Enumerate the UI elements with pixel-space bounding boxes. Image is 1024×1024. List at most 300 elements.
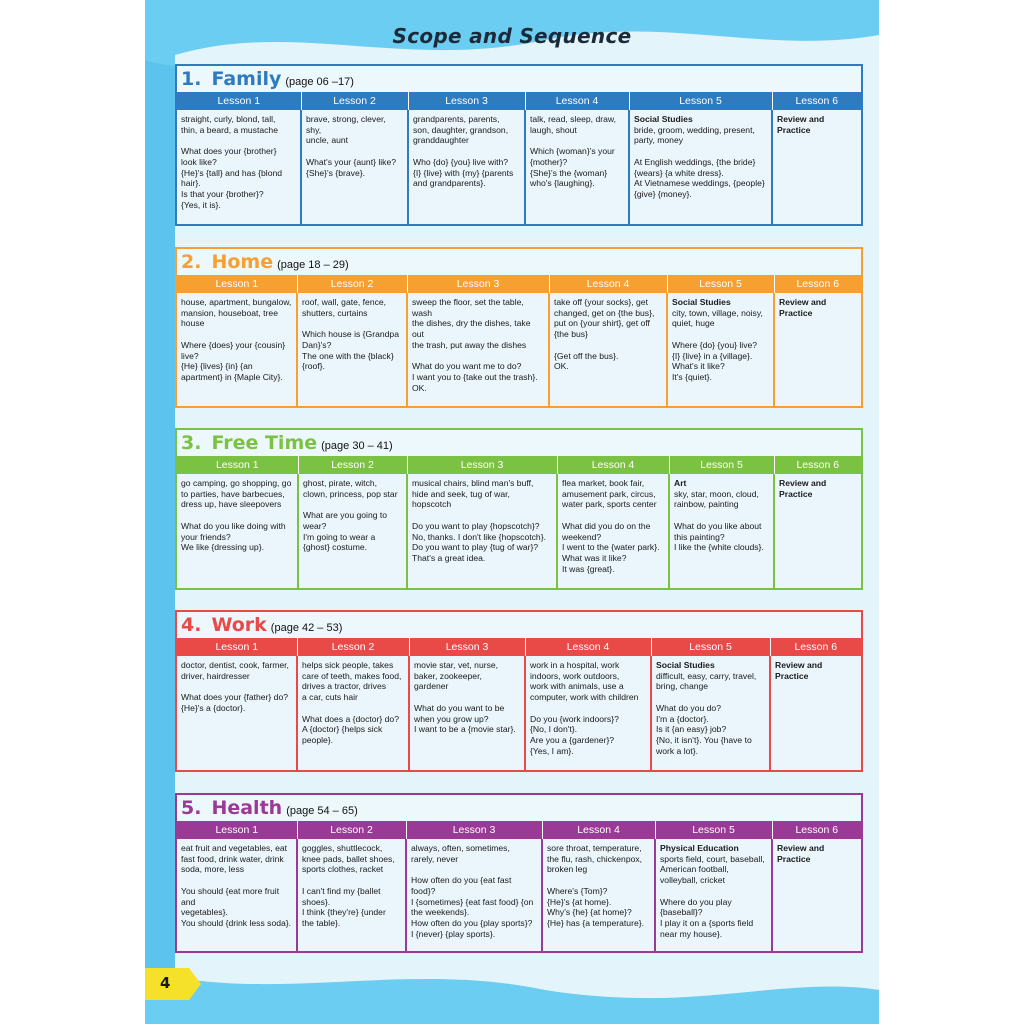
cell-text: I went to the {water park}. [562, 542, 660, 553]
cell-text: Do you want to play {hopscotch}? [412, 520, 540, 531]
lesson-header: Lesson 4 [542, 821, 655, 839]
lesson-cell [669, 474, 774, 588]
lesson-cell [772, 839, 861, 951]
cell-text: Which house is {Grandpa [302, 329, 399, 340]
cell-text: to parties, have barbecues, [181, 488, 285, 499]
cell-text: wear? [303, 520, 327, 531]
lesson-cell [774, 474, 861, 588]
cell-spacer [413, 146, 520, 157]
cell-text: What does your {brother} [181, 146, 277, 157]
cell-spacer [634, 146, 767, 157]
cell-text: house [181, 318, 205, 329]
lesson-cell [177, 474, 298, 588]
cell-spacer [181, 329, 292, 340]
cell-text: water park, sports center [562, 499, 657, 510]
unit-header [177, 249, 861, 275]
cell-text: always, often, sometimes, [411, 843, 510, 853]
cell-text: Where do you play [660, 896, 732, 907]
unit-family [175, 64, 863, 226]
lesson-header: Lesson 1 [177, 275, 297, 293]
cell-text: {He}'s {at home}. [547, 896, 612, 907]
cell-text: amusement park, circus, [562, 488, 656, 499]
cell-text: hide and seek, tug of war, [412, 488, 510, 499]
lesson-header: Lesson 4 [525, 92, 629, 110]
cell-text: {He}'s {tall} and has {blond [181, 167, 283, 178]
cell-text: soda, more, less [181, 864, 245, 875]
lesson-cell [406, 839, 542, 951]
cell-spacer [302, 318, 402, 329]
cell-spacer [530, 703, 646, 714]
cell-text: The one with the {black} [302, 350, 394, 361]
cell-text: I {never} {play sports}. [411, 928, 496, 939]
cell-text: ghost, pirate, witch, [303, 478, 378, 488]
lesson-header-row [177, 456, 861, 474]
cell-text: Practice [777, 124, 811, 135]
lesson-header-row [177, 92, 861, 110]
cell-spacer [181, 135, 296, 146]
unit-pages: (page 54 – 65) [286, 805, 358, 817]
cell-text: uncle, aunt [306, 135, 349, 146]
cell-text: mansion, houseboat, tree [181, 307, 278, 318]
unit-pages: (page 42 – 53) [270, 622, 343, 634]
cell-spacer [181, 681, 292, 692]
cell-text: How often do you {play sports}? [411, 917, 533, 928]
cell-text: {He} {lives} {in} {an [181, 361, 253, 372]
cell-text: What does your {father} do? [181, 692, 289, 703]
cell-text: care of teeth, makes food, [302, 670, 402, 681]
cell-text: knee pads, ballet shoes, [302, 853, 395, 864]
cell-text: {I} {live} with {my} {parents [413, 167, 514, 178]
lesson-table [177, 638, 861, 770]
cell-text: It was {great}. [562, 563, 615, 574]
lesson-header: Lesson 5 [669, 456, 774, 474]
cell-spacer [554, 340, 662, 351]
unit-health [175, 793, 863, 953]
cell-text: fast food, drink water, drink [181, 853, 284, 864]
lesson-header: Lesson 6 [774, 275, 861, 293]
cell-text: apartment} in {Maple City}. [181, 371, 283, 382]
cell-spacer [306, 146, 403, 157]
lesson-header-row [177, 821, 861, 839]
cell-spacer [303, 499, 402, 510]
cell-text: What do you like doing with [181, 520, 286, 531]
lesson-content-row [177, 474, 861, 588]
cell-text: What do you want to be [414, 702, 505, 713]
cell-text: grandparents, parents, [413, 114, 500, 124]
cell-text: How often do you {eat fast food}? [411, 875, 512, 896]
lesson-header: Lesson 2 [297, 821, 406, 839]
cell-text: clown, princess, pop star [303, 488, 398, 499]
cell-text: a car, cuts hair [302, 692, 358, 703]
unit-number: 3. [181, 432, 202, 454]
cell-text: the trash, put away the dishes [412, 339, 527, 350]
unit-pages: (page 06 –17) [285, 76, 354, 88]
lesson-header: Lesson 5 [655, 821, 772, 839]
cell-text: What do you like about [674, 520, 762, 531]
cell-text: {Yes, I am}. [530, 745, 574, 756]
cell-text: {give} {money}. [634, 188, 692, 199]
cell-text: movie star, vet, nurse, [414, 660, 499, 670]
cell-text: {He}'s a {doctor}. [181, 702, 246, 713]
cell-spacer [547, 875, 650, 886]
cell-text: Is that your {brother}? [181, 188, 264, 199]
lesson-cell [557, 474, 669, 588]
cell-text: bring, change [656, 681, 709, 692]
cell-text: put on {your shirt}, get off [554, 318, 650, 329]
cell-text: It's {quiet}. [672, 371, 712, 382]
cell-text: American football, [660, 864, 729, 875]
cell-text: weekend? [562, 531, 602, 542]
lesson-table [177, 92, 861, 224]
cell-text: hopscotch [412, 499, 452, 510]
lesson-header: Lesson 4 [525, 638, 651, 656]
lesson-header: Lesson 2 [298, 456, 407, 474]
cell-text: Review and [777, 114, 825, 124]
cell-text: Social Studies [634, 114, 693, 124]
cell-text: {I} {live} in a {village}. [672, 350, 753, 361]
lesson-content-row [177, 656, 861, 770]
cell-text: {He} has {a temperature}. [547, 917, 644, 928]
cell-text: roof, wall, gate, fence, [302, 297, 387, 307]
unit-header [177, 612, 861, 638]
cell-text: At Vietnamese weddings, {people} [634, 178, 765, 189]
cell-text: A {doctor} {helps sick [302, 724, 383, 735]
unit-title: Family [211, 68, 282, 90]
cell-text: helps sick people, takes [302, 660, 394, 670]
lesson-cell [177, 110, 301, 224]
cell-text: look like? [181, 156, 217, 167]
cell-text: sweep the floor, set the table, wash [412, 297, 524, 318]
cell-text: sports field, court, baseball, [660, 853, 765, 864]
cell-text: rainbow, painting [674, 499, 739, 510]
lesson-cell [407, 474, 557, 588]
page-number: 4 [160, 974, 171, 992]
lesson-cell [297, 839, 406, 951]
cell-text: Review and [779, 478, 827, 488]
lesson-header: Lesson 5 [651, 638, 770, 656]
unit-header [177, 795, 861, 821]
lesson-header: Lesson 6 [774, 456, 861, 474]
cell-text: work with animals, use a [530, 681, 624, 692]
lesson-cell [409, 656, 525, 770]
page-number-tab [145, 968, 201, 1000]
unit-free-time [175, 428, 863, 590]
unit-number: 2. [181, 251, 202, 273]
lesson-header: Lesson 3 [409, 638, 525, 656]
lesson-cell [177, 839, 297, 951]
unit-work [175, 610, 863, 772]
cell-text: Review and [777, 843, 825, 853]
cell-spacer [414, 692, 520, 703]
cell-text: What was it like? [562, 552, 627, 563]
cell-text: Practice [775, 670, 809, 681]
cell-text: computer, work with children [530, 692, 639, 703]
cell-text: broken leg [547, 864, 588, 875]
cell-text: brave, strong, clever, shy, [306, 114, 386, 135]
cell-text: What's your {aunt} like? [306, 156, 397, 167]
cell-text: Physical Education [660, 843, 739, 853]
cell-text: Do you {work indoors}? [530, 713, 619, 724]
lesson-table [177, 456, 861, 588]
cell-text: You should {eat more fruit and [181, 885, 280, 907]
cell-text: your friends? [181, 531, 231, 542]
cell-text: the dishes, dry the dishes, take out [412, 318, 531, 340]
cell-text: house, apartment, bungalow, [181, 297, 292, 307]
cell-text: Practice [779, 307, 813, 318]
cell-text: {wears} {a white dress}. [634, 167, 724, 178]
lesson-cell [772, 110, 861, 224]
lesson-cell [408, 110, 525, 224]
cell-text: doctor, dentist, cook, farmer, [181, 660, 289, 670]
cell-text: {the bus} [554, 329, 588, 340]
cell-text: eat fruit and vegetables, eat [181, 843, 288, 853]
cell-text: What are you going to [303, 510, 388, 521]
cell-text: party, money [634, 135, 684, 146]
cell-text: straight, curly, blond, tall, [181, 114, 276, 124]
cell-text: granddaughter [413, 135, 469, 146]
lesson-header: Lesson 2 [297, 638, 409, 656]
cell-text: bride, groom, wedding, present, [634, 124, 755, 135]
lesson-cell [651, 656, 770, 770]
lesson-cell [629, 110, 772, 224]
cell-text: At English weddings, {the bride} [634, 156, 756, 167]
cell-text: What did you do on the [562, 520, 651, 531]
lesson-header: Lesson 3 [407, 456, 557, 474]
cell-text: Social Studies [656, 660, 715, 670]
cell-text: I {sometimes} {eat fast food} {on [411, 896, 534, 907]
cell-text: OK. [554, 361, 569, 372]
lesson-header: Lesson 5 [667, 275, 774, 293]
unit-title: Home [211, 251, 274, 273]
unit-title: Free Time [211, 432, 318, 454]
lesson-header: Lesson 3 [407, 275, 549, 293]
cell-text: shutters, curtains [302, 307, 368, 318]
lesson-cell [525, 110, 629, 224]
cell-text: sky, star, moon, cloud, [674, 488, 759, 499]
cell-text: quiet, huge [672, 318, 715, 329]
cell-spacer [672, 329, 769, 340]
cell-spacer [656, 692, 765, 703]
cell-text: {baseball}? [660, 907, 703, 918]
lesson-header: Lesson 3 [406, 821, 542, 839]
cell-text: the table}. [302, 917, 341, 928]
cell-text: I'm going to wear a [303, 531, 376, 542]
cell-text: who's {laughing}. [530, 178, 595, 189]
cell-text: What's it like? [672, 361, 725, 372]
cell-text: Practice [779, 488, 813, 499]
lesson-cell [770, 656, 861, 770]
book-page [145, 0, 879, 1024]
cell-text: vegetables}. [181, 907, 228, 918]
cell-text: near my house}. [660, 928, 723, 939]
cell-spacer [530, 135, 624, 146]
page-title: Scope and Sequence [392, 24, 632, 48]
cell-text: Who {do} {you} live with? [413, 156, 509, 167]
cell-text: {No, I don't}. [530, 724, 578, 735]
cell-text: We like {dressing up}. [181, 542, 264, 553]
lesson-header: Lesson 4 [557, 456, 669, 474]
cell-spacer [302, 703, 404, 714]
cell-spacer [411, 864, 537, 875]
cell-text: Why's {he} {at home}? [547, 907, 632, 918]
lesson-header: Lesson 2 [297, 275, 407, 293]
cell-text: take off {your socks}, get [554, 297, 648, 307]
cell-text: I want you to {take out the trash}. [412, 371, 538, 382]
cell-text: Where {do} {you} live? [672, 339, 758, 350]
lesson-header: Lesson 1 [177, 638, 297, 656]
cell-text: shoes}. [302, 896, 331, 907]
cell-text: go camping, go shopping, go [181, 478, 292, 488]
cell-text: volleyball, cricket [660, 875, 725, 886]
lesson-cell [177, 293, 297, 406]
cell-text: I can't find my {ballet [302, 885, 381, 896]
cell-text: baker, zookeeper, [414, 670, 482, 681]
cell-text: What do you do? [656, 702, 721, 713]
cell-text: Where {does} your {cousin} live? [181, 339, 286, 361]
lesson-cell [301, 110, 408, 224]
cell-text: Review and [779, 297, 827, 307]
cell-text: You should {drink less soda}. [181, 917, 292, 928]
cell-text: this painting? [674, 531, 725, 542]
cell-text: sore throat, temperature, [547, 843, 642, 853]
cell-text: work a lot}. [656, 745, 699, 756]
cell-text: Where's {Tom}? [547, 885, 608, 896]
cell-text: and grandparents}. [413, 178, 486, 189]
lesson-cell [667, 293, 774, 406]
cell-text: hair}. [181, 178, 201, 189]
lesson-content-row [177, 839, 861, 951]
lesson-table [177, 821, 861, 951]
cell-text: people}. [302, 734, 334, 745]
cell-text: difficult, easy, carry, travel, [656, 670, 757, 681]
cell-text: OK. [412, 382, 427, 393]
lesson-content-row [177, 293, 861, 406]
cell-text: {No, it isn't}. You {have to [656, 734, 752, 745]
cell-spacer [412, 351, 544, 362]
lesson-header: Lesson 4 [549, 275, 667, 293]
lesson-header: Lesson 6 [772, 92, 861, 110]
cell-spacer [412, 510, 552, 521]
lesson-cell [297, 293, 407, 406]
lesson-cell [297, 656, 409, 770]
cell-text: drives a tractor, drives [302, 681, 387, 692]
cell-text: {roof}. [302, 361, 325, 372]
cell-text: when you grow up? [414, 713, 489, 724]
cell-spacer [562, 510, 664, 521]
cell-text: rarely, never [411, 853, 459, 864]
cell-text: That's a great idea. [412, 552, 486, 563]
cell-text: thin, a beard, a mustache [181, 124, 278, 135]
lesson-header: Lesson 5 [629, 92, 772, 110]
cell-text: {Get off the bus}. [554, 350, 619, 361]
lesson-header: Lesson 6 [770, 638, 861, 656]
unit-number: 4. [181, 614, 202, 636]
cell-spacer [674, 510, 769, 521]
lesson-header: Lesson 1 [177, 456, 298, 474]
cell-text: I want to be a {movie star}. [414, 724, 516, 735]
cell-spacer [660, 886, 767, 897]
cell-text: city, town, village, noisy, [672, 307, 763, 318]
unit-title: Work [211, 614, 267, 636]
cell-text: What does a {doctor} do? [302, 713, 399, 724]
cell-text: sports clothes, racket [302, 864, 384, 875]
cell-text: I play it on a {sports field [660, 917, 754, 928]
cell-text: son, daughter, grandson, [413, 124, 509, 135]
cell-text: Review and [775, 660, 823, 670]
cell-text: indoors, work outdoors, [530, 670, 620, 681]
cell-spacer [181, 510, 293, 521]
cell-text: {Yes, it is}. [181, 199, 221, 210]
cell-text: Dan}'s? [302, 339, 332, 350]
cell-text: gardener [414, 681, 449, 692]
cell-text: {She}'s {brave}. [306, 167, 365, 178]
cell-text: Social Studies [672, 297, 731, 307]
lesson-cell [525, 656, 651, 770]
lesson-header: Lesson 6 [772, 821, 861, 839]
lesson-cell [549, 293, 667, 406]
cell-text: Are you a {gardener}? [530, 734, 615, 745]
unit-header [177, 430, 861, 456]
lesson-header: Lesson 1 [177, 92, 301, 110]
cell-spacer [181, 875, 292, 886]
cell-text: goggles, shuttlecock, [302, 843, 383, 853]
cell-text: {ghost} costume. [303, 542, 368, 553]
cell-text: Do you want to play {tug of war}? [412, 542, 539, 553]
cell-spacer [302, 875, 401, 886]
lesson-header: Lesson 2 [301, 92, 408, 110]
lesson-cell [177, 656, 297, 770]
cell-text: driver, hairdresser [181, 670, 250, 681]
unit-header [177, 66, 861, 92]
cell-text: {She}'s the {woman} [530, 167, 608, 178]
cell-text: dress up, have sleepovers [181, 499, 282, 510]
cell-text: I think {they're} {under [302, 907, 386, 918]
cell-text: work in a hospital, work [530, 660, 620, 670]
cell-text: flea market, book fair, [562, 478, 645, 488]
lesson-header: Lesson 1 [177, 821, 297, 839]
unit-title: Health [211, 797, 283, 819]
cell-text: Practice [777, 853, 811, 864]
cell-text: I'm a {doctor}. [656, 713, 709, 724]
cell-text: the weekends}. [411, 907, 470, 918]
lesson-cell [542, 839, 655, 951]
unit-pages: (page 30 – 41) [321, 440, 393, 452]
cell-text: the flu, rash, chickenpox, [547, 853, 643, 864]
lesson-cell [655, 839, 772, 951]
unit-home [175, 247, 863, 408]
cell-text: Art [674, 478, 687, 488]
cell-text: Which {woman}'s your [530, 146, 615, 157]
lesson-cell [298, 474, 407, 588]
lesson-table [177, 275, 861, 406]
cell-text: I like the {white clouds}. [674, 542, 764, 553]
unit-number: 1. [181, 68, 202, 90]
lesson-content-row [177, 110, 861, 224]
unit-pages: (page 18 – 29) [277, 259, 349, 271]
cell-text: laugh, shout [530, 124, 577, 135]
cell-text: musical chairs, blind man's buff, [412, 478, 534, 488]
cell-text: changed, get on {the bus}, [554, 307, 655, 318]
lesson-cell [774, 293, 861, 406]
cell-text: {mother}? [530, 156, 568, 167]
lesson-header: Lesson 3 [408, 92, 525, 110]
unit-number: 5. [181, 797, 202, 819]
cell-text: No, thanks. I don't like {hopscotch}. [412, 531, 546, 542]
lesson-cell [407, 293, 549, 406]
cell-text: Is it {an easy} job? [656, 724, 727, 735]
cell-text: talk, read, sleep, draw, [530, 114, 616, 124]
cell-text: What do you want me to do? [412, 361, 522, 372]
